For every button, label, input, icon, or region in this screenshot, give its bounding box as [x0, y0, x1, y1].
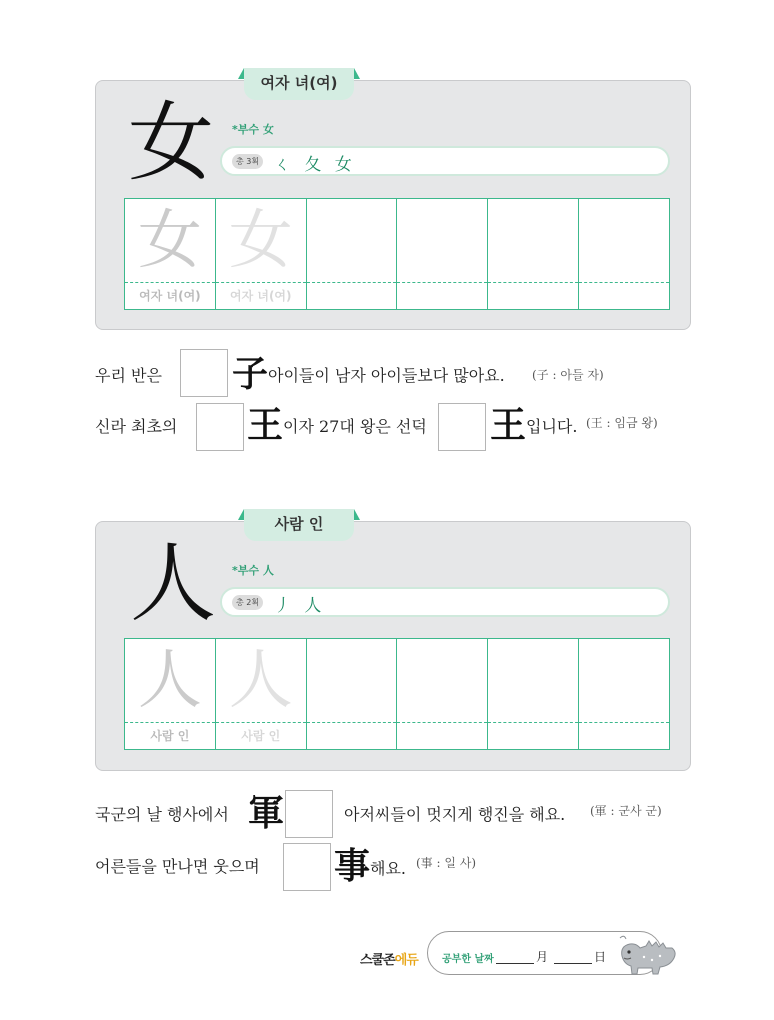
trace-meaning: 사람 인 [150, 729, 190, 743]
study-date-label: 공부한 날짜 [442, 954, 494, 965]
stroke-order-steps: ㄑ 夂 女 [274, 155, 356, 175]
practice-cell[interactable] [307, 199, 398, 309]
main-hanja: 女 [128, 93, 214, 193]
practice-cell[interactable] [307, 639, 398, 749]
answer-blank[interactable] [283, 843, 331, 891]
practice-cell[interactable] [397, 639, 488, 749]
sentence-hanja: 子 [232, 353, 269, 395]
day-input-line[interactable] [554, 963, 592, 964]
practice-cell[interactable] [488, 639, 579, 749]
practice-cell[interactable] [216, 639, 307, 749]
guide-line [125, 282, 215, 283]
sentence-text: 이자 27대 왕은 선덕 [283, 417, 427, 436]
sentence-text: 입니다. [526, 417, 578, 436]
practice-cell[interactable] [125, 199, 216, 309]
sentence-text: 아이들이 남자 아이들보다 많아요. [268, 366, 505, 385]
practice-cell[interactable] [579, 639, 669, 749]
stroke-count-badge: 총 3획 [232, 154, 263, 169]
guide-line [488, 282, 578, 283]
sentence-text: 신라 최초의 [95, 417, 178, 436]
sentence-text: 국군의 날 행사에서 [95, 805, 229, 824]
sentence-text: 해요. [370, 859, 406, 878]
guide-line [488, 722, 578, 723]
month-input-line[interactable] [496, 963, 534, 964]
sentence-hanja: 事 [334, 845, 371, 887]
lesson-title-tab: 사람 인 [244, 509, 354, 541]
stroke-order-bar [220, 587, 670, 617]
practice-cell[interactable] [216, 199, 307, 309]
sentence-hanja: 王 [490, 404, 527, 446]
sentence-hanja: 王 [247, 404, 284, 446]
radical-label: *부수 人 [232, 564, 274, 577]
trace-hanja: 女 [137, 204, 202, 278]
hanja-note: (事 : 일 사) [416, 856, 477, 870]
guide-line [397, 282, 487, 283]
hanja-note: (王 : 임금 왕) [586, 416, 658, 430]
trace-meaning: 여자 녀(여) [139, 289, 201, 303]
month-unit: 月 [536, 950, 549, 964]
sentence-text: 아저씨들이 멋지게 행진을 해요. [344, 805, 566, 824]
hanja-note: (軍 : 군사 군) [590, 804, 662, 818]
guide-line [579, 722, 669, 723]
trace-meaning: 여자 녀(여) [229, 289, 292, 303]
stroke-order-steps: 丿 人 [274, 596, 326, 616]
logo-main: 스쿨존 [360, 953, 395, 968]
practice-cell[interactable] [579, 199, 669, 309]
stroke-count-badge: 총 2획 [232, 595, 263, 610]
stroke-order-bar [220, 146, 670, 176]
answer-blank[interactable] [285, 790, 333, 838]
answer-blank[interactable] [180, 349, 228, 397]
practice-cell[interactable] [397, 199, 488, 309]
practice-cell[interactable] [125, 639, 216, 749]
sentence-text: 어른들을 만나면 웃으며 [95, 857, 260, 876]
guide-line [125, 722, 215, 723]
hanja-note: (子 : 아들 자) [532, 368, 604, 382]
day-unit: 日 [594, 950, 607, 964]
lesson-title-tab: 여자 녀(여) [244, 68, 354, 100]
guide-line [307, 282, 397, 283]
guide-line [216, 722, 306, 723]
logo-accent: 에듀 [394, 953, 418, 968]
sentence-text: 우리 반은 [95, 366, 162, 385]
dinosaur-mascot-icon [616, 930, 678, 975]
trace-hanja: 女 [228, 204, 293, 278]
radical-label: *부수 女 [232, 123, 274, 136]
guide-line [216, 282, 306, 283]
sentence-hanja: 軍 [248, 792, 285, 834]
publisher-logo [360, 949, 418, 968]
guide-line [579, 282, 669, 283]
answer-blank[interactable] [196, 403, 244, 451]
guide-line [397, 722, 487, 723]
writing-practice-grid [124, 638, 670, 750]
answer-blank[interactable] [438, 403, 486, 451]
writing-practice-grid [124, 198, 670, 310]
practice-cell[interactable] [488, 199, 579, 309]
trace-hanja: 人 [137, 644, 202, 718]
main-hanja: 人 [130, 534, 216, 634]
guide-line [307, 722, 397, 723]
trace-meaning: 사람 인 [241, 729, 281, 743]
trace-hanja: 人 [228, 644, 293, 718]
